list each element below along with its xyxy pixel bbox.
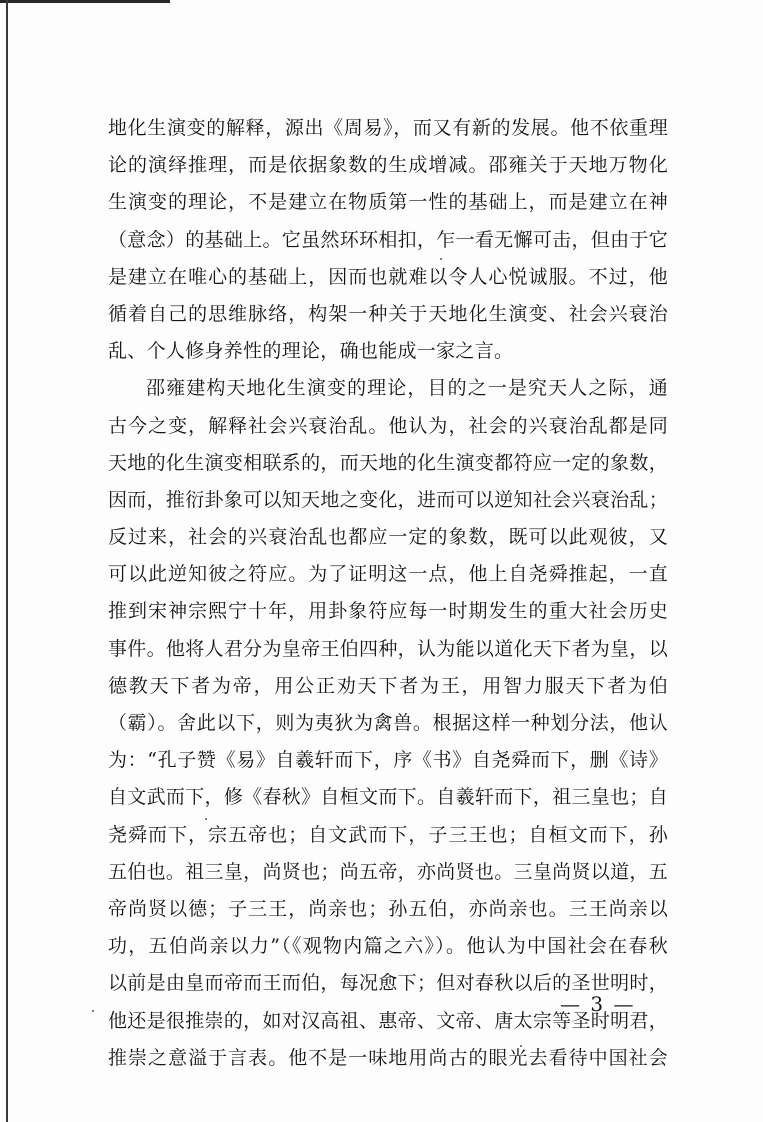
text-line: 功，五伯尚亲以力”（《观物内篇之六》）。他认为中国社会在春秋: [108, 935, 668, 958]
text-line: 循着自己的思维脉络，构架一种关于天地化生演变、社会兴衰治: [108, 302, 668, 325]
text-line: 地化生演变的解释，源出《周易》，而又有新的发展。他不依重理: [108, 117, 668, 139]
text-line: 推崇之意溢于言表。他不是一味地用尚古的眼光去看待中国社会: [108, 1046, 668, 1069]
text-line: （意念）的基础上。它虽然环环相扣，乍一看无懈可击，但由于它: [108, 228, 668, 251]
text-line: 他还是很推崇的，如对汉高祖、惠帝、文帝、唐太宗等圣时明君，: [108, 1009, 668, 1032]
scan-speck: [92, 1010, 94, 1012]
text-line: 事件。他将人君分为皇帝王伯四种，认为能以道化天下者为皇，以: [108, 637, 668, 660]
text-line: （霸）。舍此以下，则为夷狄为禽兽。根据这样一种划分法，他认: [108, 712, 668, 734]
page-number: — 3 —: [560, 992, 636, 1016]
text-line: 反过来，社会的兴衰治乱也都应一定的象数，既可以此观彼，又: [108, 526, 668, 549]
text-line: 乱、个人修身养性的理论，确也能成一家之言。: [108, 340, 514, 363]
text-line: 五伯也。祖三皇，尚贤也；尚五帝，亦尚贤也。三皇尚贤以道，五: [108, 860, 668, 883]
text-line: 为：“孔子赞《易》自羲轩而下，序《书》自尧舜而下，删《诗》: [108, 749, 668, 772]
left-edge-line: [6, 0, 8, 1122]
text-line: 生演变的理论，不是建立在物质第一性的基础上，而是建立在神: [108, 191, 668, 214]
text-line: 帝尚贤以德；子三王，尚亲也；孙五伯，亦尚亲也。三王尚亲以: [108, 897, 668, 920]
text-line: 古今之变，解释社会兴衰治乱。他认为，社会的兴衰治乱都是同: [108, 414, 668, 437]
text-line: 尧舜而下，宗五帝也；自文武而下，子三王也；自桓文而下，孙: [108, 823, 668, 846]
text-line: 可以此逆知彼之符应。为了证明这一点，他上自尧舜推起，一直: [108, 563, 668, 586]
scan-speck: [205, 818, 207, 820]
top-rule: [0, 0, 170, 3]
text-line: 天地的化生演变相联系的，而天地的化生演变都符应一定的象数，: [108, 451, 668, 474]
text-line: 推到宋神宗熙宁十年，用卦象符应每一时期发生的重大社会历史: [108, 600, 668, 623]
scan-speck: [520, 1045, 522, 1047]
text-line: 是建立在唯心的基础上，因而也就难以令人心悦诚服。不过，他: [108, 265, 668, 288]
scan-speck: [440, 258, 442, 260]
paragraph-start-line: 邵雍建构天地化生演变的理论，目的之一是究天人之际，通: [146, 377, 668, 400]
text-line: 自文武而下，修《春秋》自桓文而下。自羲轩而下，祖三皇也；自: [108, 786, 668, 809]
text-body: [108, 110, 668, 1077]
text-line: 德教天下者为帝，用公正劝天下者为王，用智力服天下者为伯: [108, 674, 668, 697]
text-line: 因而，推衍卦象可以知天地之变化，进而可以逆知社会兴衰治乱；: [108, 488, 668, 511]
text-line: 论的演绎推理，而是依据象数的生成增减。邵雍关于天地万物化: [108, 154, 668, 177]
text-line: 以前是由皇而帝而王而伯，每况愈下；但对春秋以后的圣世明时，: [108, 972, 668, 995]
